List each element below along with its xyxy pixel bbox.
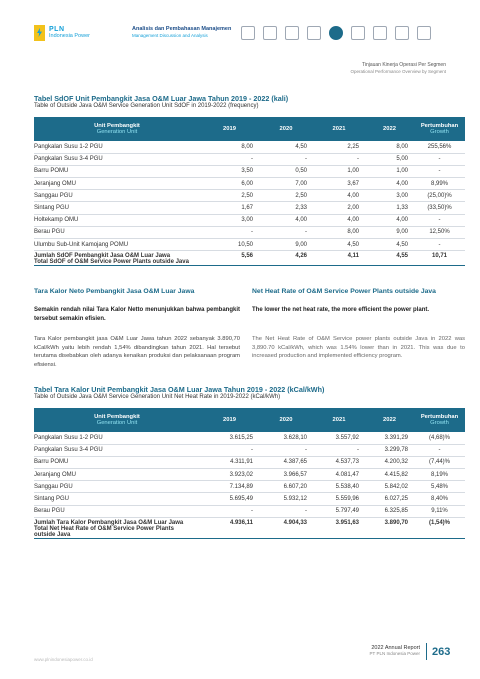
- col-header-growth: [414, 408, 465, 432]
- cell-2021: 3,67: [313, 178, 365, 190]
- cell-growth: 12,50%: [414, 226, 465, 238]
- table-row: [34, 190, 465, 202]
- col-header-unit: [34, 408, 200, 432]
- cell-2020: 4,50: [259, 141, 313, 153]
- cell-2022: 9,00: [365, 226, 414, 238]
- cell-2022: 1,00: [365, 165, 414, 177]
- cell-2020: -: [259, 153, 313, 165]
- cell-unit-name: Pangkalan Susu 3-4 PGU: [34, 444, 200, 456]
- cell-2021: 1,00: [313, 165, 365, 177]
- cell-unit-name: Ulumbu Sub-Unit Kamojang POMU: [34, 239, 200, 251]
- cell-2021: 4,00: [313, 190, 365, 202]
- cell-2019: 5.695,49: [200, 493, 259, 505]
- cell-2020: 2,33: [259, 202, 313, 214]
- cell-2019: 3.615,25: [200, 432, 259, 444]
- cell-2022: 4,50: [365, 239, 414, 251]
- cell-unit-name: Holtekamp OMU: [34, 214, 200, 226]
- cell-growth: 8,19%: [414, 469, 465, 481]
- footer-report: [369, 645, 420, 656]
- cell-2022: 4.200,32: [365, 456, 414, 468]
- cell-2019: 7.134,89: [200, 481, 259, 493]
- pln-logo[interactable]: [34, 25, 90, 41]
- cell-growth: (25,00)%: [414, 190, 465, 202]
- cell-2020: 3.966,57: [259, 469, 313, 481]
- cell-unit-name: Sintang PGU: [34, 493, 200, 505]
- footer-report-title: 2022 Annual Report: [371, 645, 420, 651]
- total-name-id: Jumlah Tara Kalor Pembangkit Jasa O&M Luar Jawa: [34, 519, 184, 526]
- cell-2020: 0,50: [259, 165, 313, 177]
- col-header-2020: 2020: [259, 408, 313, 432]
- cell-unit-name: Sintang PGU: [34, 202, 200, 214]
- cell-2022: 3.299,78: [365, 444, 414, 456]
- cell-2020: 7,00: [259, 178, 313, 190]
- heat-rate-lead-en: The lower the net heat rate, the more efficient the power plant.: [252, 307, 430, 313]
- cell-2020: 5.932,12: [259, 493, 313, 505]
- col-header-unit-en: Generation Unit: [96, 129, 138, 135]
- cell-2020: 2,50: [259, 190, 313, 202]
- cell-2022: 6.325,85: [365, 505, 414, 517]
- segment-heading: [350, 62, 446, 74]
- nav-icon-2[interactable]: [263, 26, 277, 40]
- table-row: [34, 178, 465, 190]
- cell-unit-name: Berau PGU: [34, 505, 200, 517]
- col-header-2022: 2022: [365, 117, 414, 141]
- col-header-unit-en: Generation Unit: [96, 420, 138, 426]
- table-row: [34, 214, 465, 226]
- footer-url[interactable]: www.plnindonesiapower.co.id: [34, 657, 93, 662]
- col-header-unit-id: Unit Pembangkit: [94, 123, 140, 129]
- cell-unit-name: Pangkalan Susu 1-2 PGU: [34, 141, 200, 153]
- cell-2019: -: [200, 444, 259, 456]
- cell-2019: 8,00: [200, 141, 259, 153]
- table-total-row: [34, 251, 465, 266]
- table1-subtitle: Table of Outside Java O&M Service Generation Unit SdOF in 2019-2022 (frequency): [34, 103, 259, 109]
- footer-divider: [426, 643, 427, 660]
- col-header-unit-id: Unit Pembangkit: [94, 414, 140, 420]
- cell-total-growth: (1,54)%: [414, 517, 465, 538]
- cell-2019: 6,00: [200, 178, 259, 190]
- pln-logo-icon: [34, 25, 45, 41]
- section-subtitle: Management Discussion and Analysis: [132, 33, 208, 38]
- heat-rate-body-en: The Net Heat Rate of O&M Service power plants outside Java in 2022 was 3,890.70 kCal/kWh, which was 1.54% lower than in 2021. This was due to increased production and implemented efficiency program.: [252, 336, 465, 360]
- logo-name: PLN: [49, 26, 65, 33]
- cell-2021: 4.081,47: [313, 469, 365, 481]
- cell-2019: 3,50: [200, 165, 259, 177]
- nav-icon-9[interactable]: [417, 26, 431, 40]
- cell-unit-name: Barru POMU: [34, 165, 200, 177]
- cell-total-name: [34, 517, 200, 538]
- segment-heading-id: Tinjauan Kinerja Operasi Per Segmen: [361, 62, 446, 68]
- heat-rate-table: [34, 408, 465, 539]
- cell-2019: -: [200, 505, 259, 517]
- col-header-2020: 2020: [259, 117, 313, 141]
- table-row: [34, 141, 465, 153]
- cell-total-2021: 3.951,63: [313, 517, 365, 538]
- cell-total-2019: 5,56: [200, 251, 259, 266]
- cell-growth: -: [414, 444, 465, 456]
- nav-icon-3[interactable]: [285, 26, 299, 40]
- cell-2022: 4,00: [365, 178, 414, 190]
- cell-2019: -: [200, 226, 259, 238]
- cell-total-2020: 4.904,33: [259, 517, 313, 538]
- table-row: [34, 481, 465, 493]
- page-number: 263: [432, 646, 451, 658]
- cell-total-2022: 4,55: [365, 251, 414, 266]
- table-row: [34, 456, 465, 468]
- sdof-table: [34, 117, 465, 266]
- cell-2021: 4.537,73: [313, 456, 365, 468]
- cell-2020: -: [259, 444, 313, 456]
- cell-2022: 6.027,25: [365, 493, 414, 505]
- col-header-2019: 2019: [200, 117, 259, 141]
- nav-icon-4[interactable]: [307, 26, 321, 40]
- footer-company: PT PLN Indonesia Power: [369, 651, 420, 656]
- col-header-2021: 2021: [313, 408, 365, 432]
- cell-2021: 5.797,49: [313, 505, 365, 517]
- cell-unit-name: Berau PGU: [34, 226, 200, 238]
- section-nav: [241, 26, 431, 40]
- cell-total-2021: 4,11: [313, 251, 365, 266]
- cell-2021: 2,00: [313, 202, 365, 214]
- cell-growth: 5,48%: [414, 481, 465, 493]
- cell-2021: 5.538,40: [313, 481, 365, 493]
- cell-2022: 4,00: [365, 214, 414, 226]
- cell-2022: 1,33: [365, 202, 414, 214]
- cell-unit-name: Jeranjang OMU: [34, 469, 200, 481]
- col-header-2022: 2022: [365, 408, 414, 432]
- cell-2022: 4.415,82: [365, 469, 414, 481]
- cell-total-2019: 4.936,11: [200, 517, 259, 538]
- heat-rate-lead-id: Semakin rendah nilai Tara Kalor Netto menunjukkan bahwa pembangkit tersebut semakin efisien.: [34, 307, 240, 322]
- cell-growth: -: [414, 165, 465, 177]
- cell-2019: 3.923,02: [200, 469, 259, 481]
- col-header-growth-id: Pertumbuhan: [420, 123, 459, 129]
- col-header-2019: 2019: [200, 408, 259, 432]
- cell-growth: 8,99%: [414, 178, 465, 190]
- total-name-en: Total Net Heat Rate of O&M Service Power Plants outside Java: [34, 525, 174, 538]
- cell-2021: 3.557,92: [313, 432, 365, 444]
- nav-icon-6[interactable]: [351, 26, 365, 40]
- table-row: [34, 153, 465, 165]
- cell-2019: 4.311,91: [200, 456, 259, 468]
- cell-2019: 2,50: [200, 190, 259, 202]
- cell-growth: (4,68)%: [414, 432, 465, 444]
- cell-growth: 9,11%: [414, 505, 465, 517]
- cell-growth: -: [414, 153, 465, 165]
- cell-2021: 4,50: [313, 239, 365, 251]
- cell-2022: 3,00: [365, 190, 414, 202]
- cell-total-2020: 4,26: [259, 251, 313, 266]
- cell-2019: 3,00: [200, 214, 259, 226]
- cell-growth: (7,44)%: [414, 456, 465, 468]
- cell-growth: 255,56%: [414, 141, 465, 153]
- cell-growth: 8,40%: [414, 493, 465, 505]
- cell-2022: 5,00: [365, 153, 414, 165]
- cell-growth: -: [414, 239, 465, 251]
- cell-2020: 9,00: [259, 239, 313, 251]
- cell-2019: -: [200, 153, 259, 165]
- cell-2021: 5.559,96: [313, 493, 365, 505]
- col-header-unit: [34, 117, 200, 141]
- col-header-2021: 2021: [313, 117, 365, 141]
- table-row: [34, 226, 465, 238]
- table1-title: Tabel SdOF Unit Pembangkit Jasa O&M Luar Jawa Tahun 2019 - 2022 (kali): [34, 94, 289, 103]
- cell-2020: 4.387,65: [259, 456, 313, 468]
- cell-2019: 10,50: [200, 239, 259, 251]
- logo-company: Indonesia Power: [49, 33, 90, 39]
- cell-2020: 4,00: [259, 214, 313, 226]
- nav-icon-1[interactable]: [241, 26, 255, 40]
- cell-2021: -: [313, 153, 365, 165]
- cell-2020: 3.628,10: [259, 432, 313, 444]
- cell-2020: -: [259, 226, 313, 238]
- heat-rate-title-id: Tara Kalor Neto Pembangkit Jasa O&M Luar Jawa: [34, 288, 195, 295]
- cell-unit-name: Pangkalan Susu 3-4 PGU: [34, 153, 200, 165]
- cell-growth: -: [414, 214, 465, 226]
- nav-icon-8[interactable]: [395, 26, 409, 40]
- table-header-row: [34, 408, 465, 432]
- table-header-row: [34, 117, 465, 141]
- section-title: Analisis dan Pembahasan Manajemen: [132, 26, 232, 32]
- cell-2020: -: [259, 505, 313, 517]
- table-row: [34, 469, 465, 481]
- page-header: [0, 0, 480, 50]
- table-row: [34, 493, 465, 505]
- table-row: [34, 202, 465, 214]
- cell-unit-name: Barru POMU: [34, 456, 200, 468]
- table-row: [34, 239, 465, 251]
- cell-unit-name: Pangkalan Susu 1-2 PGU: [34, 432, 200, 444]
- table-row: [34, 432, 465, 444]
- table2-subtitle: Table of Outside Java O&M Service Generation Unit Net Heat Rate in 2019-2022 (kCal/kWh): [34, 394, 281, 400]
- cell-2022: 8,00: [365, 141, 414, 153]
- cell-total-name: [34, 251, 200, 266]
- table2-title: Tabel Tara Kalor Unit Pembangkit Jasa O&M Luar Jawa Tahun 2019 - 2022 (kCal/kWh): [34, 385, 325, 394]
- cell-2019: 1,67: [200, 202, 259, 214]
- total-name-en: Total SdOF of O&M Service Power Plants outside Java: [34, 259, 189, 266]
- cell-unit-name: Sanggau PGU: [34, 190, 200, 202]
- table-total-row: [34, 517, 465, 538]
- cell-unit-name: Jeranjang OMU: [34, 178, 200, 190]
- cell-total-2022: 3.890,70: [365, 517, 414, 538]
- col-header-growth-en: Growth: [430, 420, 449, 426]
- cell-2021: 2,25: [313, 141, 365, 153]
- nav-icon-7[interactable]: [373, 26, 387, 40]
- table-row: [34, 444, 465, 456]
- segment-heading-en: Operational Performance Overview by Segment: [350, 69, 446, 74]
- cell-growth: (33,50)%: [414, 202, 465, 214]
- heat-rate-title-en: Net Heat Rate of O&M Service Power Plants outside Java: [252, 288, 436, 295]
- table-row: [34, 165, 465, 177]
- cell-2022: 3.391,29: [365, 432, 414, 444]
- nav-icon-5[interactable]: [329, 26, 343, 40]
- cell-unit-name: Sanggau PGU: [34, 481, 200, 493]
- cell-2021: 4,00: [313, 214, 365, 226]
- cell-2021: -: [313, 444, 365, 456]
- col-header-growth-en: Growth: [430, 129, 449, 135]
- col-header-growth-id: Pertumbuhan: [420, 414, 459, 420]
- cell-2022: 5.842,02: [365, 481, 414, 493]
- table-row: [34, 505, 465, 517]
- heat-rate-body-id: Tara Kalor pembangkit jasa O&M Luar Jawa tahun 2022 sebanyak 3.890,70 kCal/kWh yaitu lebih rendah 1,54% dibandingkan tahun 2021. Hal tersebut terutama disebabkan oleh adanya kenaikan produksi dan pelaksanaan program efisiensi.: [34, 336, 240, 369]
- cell-2021: 8,00: [313, 226, 365, 238]
- cell-2020: 6.607,20: [259, 481, 313, 493]
- cell-total-growth: 10,71: [414, 251, 465, 266]
- total-name-id: Jumlah SdOF Pembangkit Jasa O&M Luar Jawa: [34, 253, 171, 260]
- col-header-growth: [414, 117, 465, 141]
